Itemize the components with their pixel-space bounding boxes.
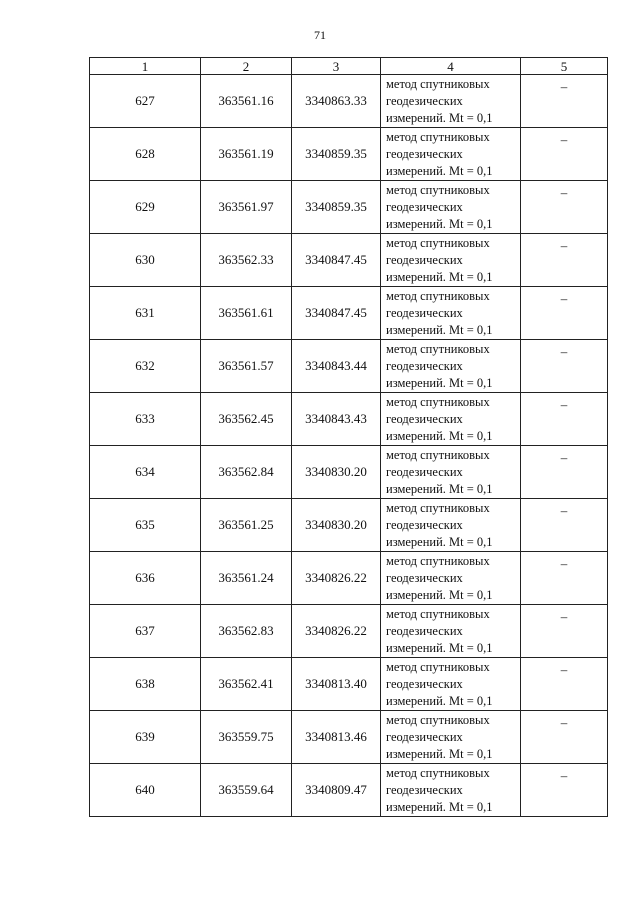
note-cell: – (521, 340, 608, 393)
method-line: измерений. Mt = 0,1 (386, 640, 493, 655)
method-line: измерений. Mt = 0,1 (386, 481, 493, 496)
header-col-4: 4 (381, 58, 521, 75)
x-coordinate-cell: 363561.24 (201, 552, 292, 605)
point-number-cell: 630 (90, 234, 201, 287)
x-coordinate-cell: 363561.57 (201, 340, 292, 393)
method-line: метод спутниковых (386, 341, 490, 356)
table-row (90, 711, 608, 764)
method-line: измерений. Mt = 0,1 (386, 534, 493, 549)
method-line: метод спутниковых (386, 712, 490, 727)
note-cell: – (521, 287, 608, 340)
x-coordinate-cell: 363561.16 (201, 75, 292, 128)
point-number-cell: 637 (90, 605, 201, 658)
point-number-cell: 640 (90, 764, 201, 817)
method-line: метод спутниковых (386, 76, 490, 91)
y-coordinate-cell: 3340813.40 (292, 658, 381, 711)
header-col-2: 2 (201, 58, 292, 75)
method-line: геодезических (386, 252, 463, 267)
method-line: измерений. Mt = 0,1 (386, 110, 493, 125)
method-cell (381, 75, 521, 128)
method-line: геодезических (386, 411, 463, 426)
page-number: 71 (314, 28, 326, 42)
method-line: геодезических (386, 146, 463, 161)
y-coordinate-cell: 3340847.45 (292, 234, 381, 287)
header-col-5: 5 (521, 58, 608, 75)
method-line: геодезических (386, 93, 463, 108)
method-line: метод спутниковых (386, 182, 490, 197)
method-cell (381, 446, 521, 499)
x-coordinate-cell: 363562.84 (201, 446, 292, 499)
method-cell (381, 287, 521, 340)
method-line: измерений. Mt = 0,1 (386, 269, 493, 284)
y-coordinate-cell: 3340830.20 (292, 446, 381, 499)
note-cell: – (521, 605, 608, 658)
method-cell (381, 711, 521, 764)
method-line: измерений. Mt = 0,1 (386, 163, 493, 178)
table-row (90, 181, 608, 234)
table-row (90, 393, 608, 446)
method-line: метод спутниковых (386, 765, 490, 780)
method-line: геодезических (386, 199, 463, 214)
x-coordinate-cell: 363562.45 (201, 393, 292, 446)
x-coordinate-cell: 363561.61 (201, 287, 292, 340)
point-number-cell: 628 (90, 128, 201, 181)
method-line: метод спутниковых (386, 500, 490, 515)
point-number-cell: 631 (90, 287, 201, 340)
x-coordinate-cell: 363561.97 (201, 181, 292, 234)
header-col-3: 3 (292, 58, 381, 75)
method-line: геодезических (386, 676, 463, 691)
y-coordinate-cell: 3340813.46 (292, 711, 381, 764)
table-row (90, 605, 608, 658)
method-line: измерений. Mt = 0,1 (386, 375, 493, 390)
method-cell (381, 499, 521, 552)
method-cell (381, 234, 521, 287)
method-line: метод спутниковых (386, 659, 490, 674)
header-col-1: 1 (90, 58, 201, 75)
y-coordinate-cell: 3340830.20 (292, 499, 381, 552)
table-row (90, 287, 608, 340)
method-line: измерений. Mt = 0,1 (386, 746, 493, 761)
header-row (90, 58, 608, 75)
y-coordinate-cell: 3340826.22 (292, 605, 381, 658)
table-row (90, 75, 608, 128)
point-number-cell: 629 (90, 181, 201, 234)
note-cell: – (521, 234, 608, 287)
method-line: геодезических (386, 358, 463, 373)
method-line: метод спутниковых (386, 447, 490, 462)
note-cell: – (521, 181, 608, 234)
method-cell (381, 764, 521, 817)
method-line: геодезических (386, 517, 463, 532)
method-line: метод спутниковых (386, 606, 490, 621)
method-line: геодезических (386, 782, 463, 797)
y-coordinate-cell: 3340843.44 (292, 340, 381, 393)
note-cell: – (521, 658, 608, 711)
method-line: метод спутниковых (386, 553, 490, 568)
x-coordinate-cell: 363559.64 (201, 764, 292, 817)
method-line: метод спутниковых (386, 394, 490, 409)
point-number-cell: 634 (90, 446, 201, 499)
point-number-cell: 638 (90, 658, 201, 711)
method-line: метод спутниковых (386, 235, 490, 250)
y-coordinate-cell: 3340826.22 (292, 552, 381, 605)
x-coordinate-cell: 363559.75 (201, 711, 292, 764)
x-coordinate-cell: 363562.33 (201, 234, 292, 287)
note-cell: – (521, 552, 608, 605)
method-line: измерений. Mt = 0,1 (386, 587, 493, 602)
table-body (90, 75, 608, 817)
method-line: измерений. Mt = 0,1 (386, 428, 493, 443)
note-cell: – (521, 446, 608, 499)
y-coordinate-cell: 3340859.35 (292, 128, 381, 181)
method-line: геодезических (386, 729, 463, 744)
table-row (90, 128, 608, 181)
method-line: геодезических (386, 464, 463, 479)
method-cell (381, 181, 521, 234)
y-coordinate-cell: 3340859.35 (292, 181, 381, 234)
point-number-cell: 632 (90, 340, 201, 393)
method-line: измерений. Mt = 0,1 (386, 322, 493, 337)
method-line: геодезических (386, 570, 463, 585)
note-cell: – (521, 75, 608, 128)
point-number-cell: 639 (90, 711, 201, 764)
point-number-cell: 636 (90, 552, 201, 605)
x-coordinate-cell: 363562.41 (201, 658, 292, 711)
table-header (90, 58, 608, 75)
method-line: метод спутниковых (386, 288, 490, 303)
note-cell: – (521, 128, 608, 181)
x-coordinate-cell: 363562.83 (201, 605, 292, 658)
table-row (90, 446, 608, 499)
table-row (90, 552, 608, 605)
point-number-cell: 627 (90, 75, 201, 128)
method-line: геодезических (386, 623, 463, 638)
note-cell: – (521, 393, 608, 446)
y-coordinate-cell: 3340809.47 (292, 764, 381, 817)
x-coordinate-cell: 363561.19 (201, 128, 292, 181)
method-line: измерений. Mt = 0,1 (386, 693, 493, 708)
table-row (90, 340, 608, 393)
table-row (90, 764, 608, 817)
y-coordinate-cell: 3340843.43 (292, 393, 381, 446)
point-number-cell: 633 (90, 393, 201, 446)
table-row (90, 658, 608, 711)
point-number-cell: 635 (90, 499, 201, 552)
table-row (90, 499, 608, 552)
method-cell (381, 605, 521, 658)
method-cell (381, 552, 521, 605)
method-cell (381, 393, 521, 446)
x-coordinate-cell: 363561.25 (201, 499, 292, 552)
note-cell: – (521, 711, 608, 764)
table-row (90, 234, 608, 287)
y-coordinate-cell: 3340863.33 (292, 75, 381, 128)
y-coordinate-cell: 3340847.45 (292, 287, 381, 340)
method-line: метод спутниковых (386, 129, 490, 144)
method-line: измерений. Mt = 0,1 (386, 799, 493, 814)
method-line: геодезических (386, 305, 463, 320)
method-cell (381, 658, 521, 711)
note-cell: – (521, 764, 608, 817)
method-cell (381, 128, 521, 181)
method-line: измерений. Mt = 0,1 (386, 216, 493, 231)
coordinates-table (89, 57, 608, 817)
note-cell: – (521, 499, 608, 552)
method-cell (381, 340, 521, 393)
